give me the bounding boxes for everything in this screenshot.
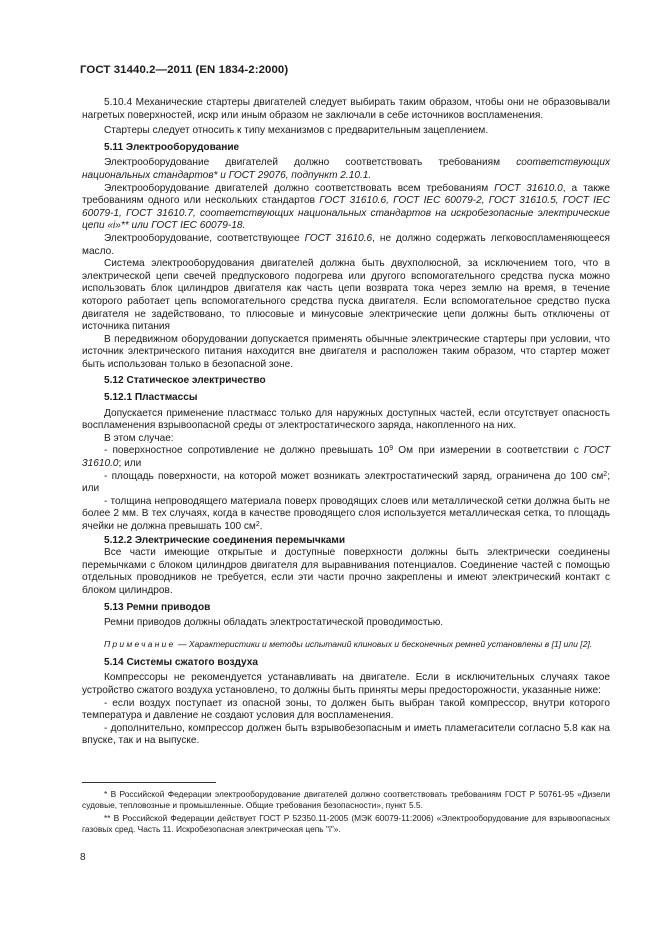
list-item-hazard-zone: - если воздух поступает из опасной зоны, то должен быть выбран такой компрессор, внутри которого температура и давление не создают условия для воспламенения. [82, 697, 610, 722]
section-heading-5-12-1: 5.12.1 Пластмассы [104, 392, 198, 404]
note: Примечание — Характеристики и методы испытаний клиновых и бесконечных ремней установлены в [1] или [2]. [104, 638, 593, 649]
page-number: 8 [80, 852, 86, 863]
paragraph-starters: Стартеры следует относить к типу механизмов с предварительным зацеплением. [104, 125, 489, 137]
section-heading-5-12: 5.12 Статическое электричество [104, 375, 266, 387]
paragraph-electrical-5: В передвижном оборудовании допускается применять обычные электрические стартеры при условии, что источник электрического питания находится вне двигателя и расположен таким образом, что стартер может быть использован только в безопасной зоне. [82, 333, 610, 370]
paragraph-compressors: Компрессоры не рекомендуется устанавливать на двигателе. Если в исключительных случаях такое устройство сжатого воздуха установлено, то должны быть приняты меры предосторожности, указанные ниже: [82, 672, 610, 696]
paragraph-in-this-case: В этом случае: [104, 432, 174, 444]
footnote-2: ** В Российской Федерации действует ГОСТ Р 52350.11-2005 (МЭК 60079-11:2006) «Электрооборудование для взрывоопасных газовых сред. Часть 11. Искробезопасная электрическая цепь "i"». [82, 813, 610, 834]
paragraph-electrical-2: Электрооборудование двигателей должно соответствовать всем требованиям ГОСТ 31610.0, а также требованиям одного или нескольких стандартов ГОСТ 31610.6, ГОСТ IEC 60079-2, ГОСТ 31610.5, ГОСТ IEC 60079-1, ГОСТ 31610.7, соответствующих национальных стандартов на искробезопасные электрические цепи «i»** или ГОСТ IEC 60079-18. [82, 182, 611, 232]
list-item-resistance: - поверхностное сопротивление не должно превышать $10^9$ Ом при измерении в соответствии с ГОСТ 31610.0; или [82, 445, 610, 470]
list-item-flame-arresters: - дополнительно, компрессор должен быть взрывобезопасным и иметь пламегасители согласно 5.8 как на впуске, так и на выпуске. [82, 722, 610, 747]
document-body [82, 97, 610, 748]
section-heading-5-11: 5.11 Электрооборудование [104, 141, 240, 153]
paragraph-electrical-1: Электрооборудование двигателей должно соответствовать требованиям соответствующих национальных стандартов* и ГОСТ 29076, подпункт 2.10.1. [82, 157, 610, 181]
list-item-area: - площадь поверхности, на которой может возникать электростатический заряд, ограничена до 100 $см^2$; или [82, 470, 610, 495]
footnotes [82, 789, 610, 835]
paragraph-plastics: Допускается применение пластмасс только для наружных доступных частей, если отсутствует опасность воспламенения взрывоопасной среды от электростатического заряда, накопленного на них. [82, 407, 610, 432]
section-heading-5-12-2: 5.12.2 Электрические соединения перемычками [104, 534, 346, 546]
list-item-thickness: - толщина непроводящего материала поверх проводящих слоев или металлической сетки должна быть не более 2 мм. В тех случаях, когда в качестве проводящего слоя используется металлическая сетка, то площадь ячейки не должна превышать 100 $см^2$. [82, 495, 610, 532]
paragraph-5-10-4: 5.10.4 Механические стартеры двигателей следует выбирать таким образом, чтобы они не образовывали нагретых поверхностей, искр или иным образом не заключали в себе источников воспламенения. [82, 97, 610, 121]
section-heading-5-14: 5.14 Системы сжатого воздуха [104, 656, 259, 668]
footnote-separator [82, 782, 216, 783]
paragraph-electrical-4: Система электрооборудования двигателей должна быть двухполюсной, за исключением того, что в электрической цепи свечей предпускового подогрева или другого вспомогательного средства пуска можно использовать блок цилиндров двигателя как часть цепи возврата тока через землю на время, в течение которого работает цепь вспомогательного средства пуска двигателя. Если вспомогательное средство пуска двигателя не задействовано, то плюсовые и минусовые электрические цепи должны быть отключены от источника питания [82, 258, 610, 333]
paragraph-bonding: Все части имеющие открытые и доступные поверхности должны быть электрически соединены перемычками с блоком цилиндров двигателя для выравнивания потенциалов. Соединение частей с помощью отдельных проводников не требуется, если эти части прочно закреплены и имеют электрический контакт с блоком цилиндров. [82, 547, 610, 596]
section-heading-5-13: 5.13 Ремни приводов [104, 601, 211, 613]
footnote-1: * В Российской Федерации электрооборудование двигателей должно соответствовать требованиям ГОСТ Р 50761-95 «Дизели судовые, тепловозные и промышленные. Общие требования безопасности», пункт 5.5. [82, 789, 610, 810]
paragraph-electrical-3: Электрооборудование, соответствующее ГОСТ 31610.6, не должно содержать легковоспламеняющееся масло. [82, 232, 610, 257]
paragraph-belts: Ремни приводов должны обладать электростатической проводимостью. [104, 617, 444, 629]
document-header: ГОСТ 31440.2—2011 (EN 1834-2:2000) [80, 64, 289, 76]
